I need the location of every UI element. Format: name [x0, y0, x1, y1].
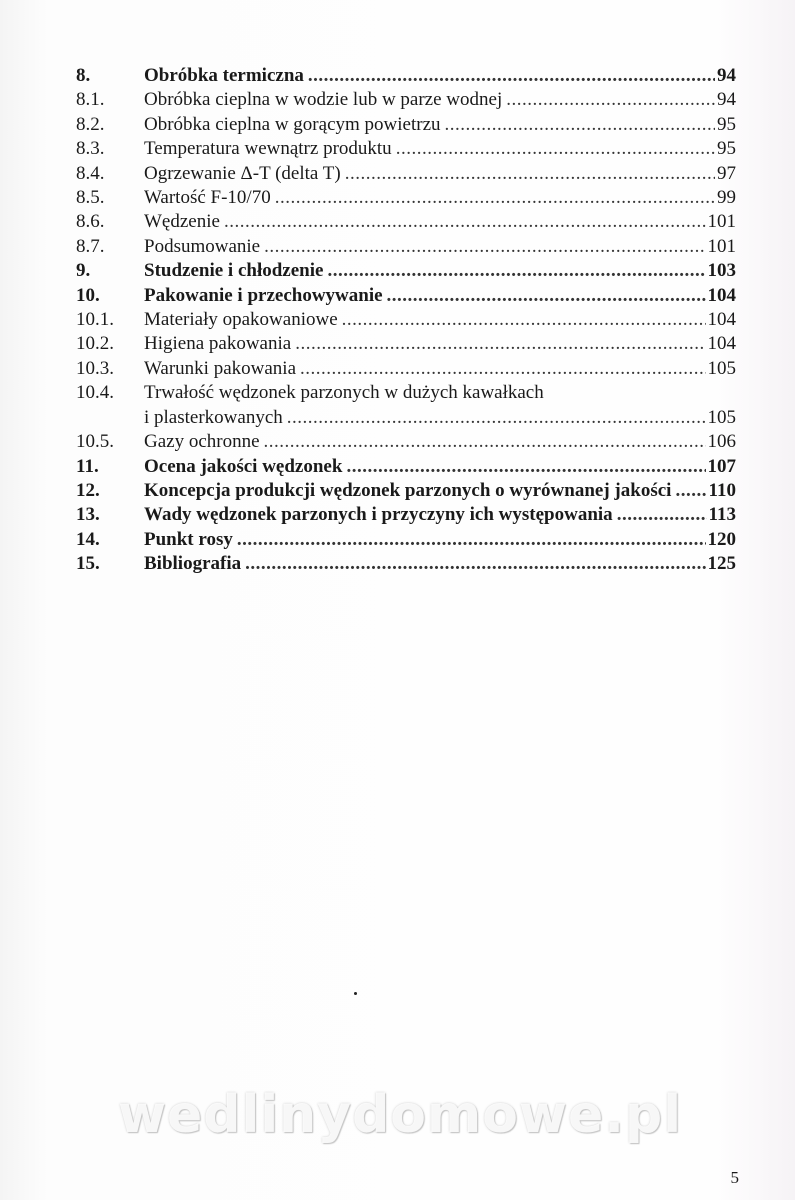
toc-entry-page: 101 — [707, 235, 736, 257]
toc-entry-page: 104 — [707, 284, 736, 306]
toc-leader-dots — [387, 284, 706, 308]
toc-leader-dots — [264, 235, 705, 259]
toc-leader-dots — [308, 64, 715, 88]
toc-entry-page: 94 — [717, 89, 736, 111]
toc-entry-number: 10.5. — [76, 431, 114, 453]
toc-entry-page: 103 — [707, 260, 736, 282]
toc-entry-title: Ocena jakości wędzonek — [144, 455, 343, 477]
toc-entry-page: 94 — [717, 65, 736, 86]
toc-entry-title: Punkt rosy — [144, 528, 233, 550]
toc-entry-number: 8.6. — [76, 211, 105, 233]
toc-leader-dots — [245, 552, 705, 576]
toc-entry-number: 9. — [76, 260, 91, 282]
toc-entry-10 — [76, 284, 736, 308]
toc-entry-10-5 — [76, 430, 736, 454]
toc-entry-number: 8. — [76, 65, 91, 86]
toc-entry-number: 13. — [76, 504, 100, 526]
toc-entry-title: Materiały opakowaniowe — [144, 309, 338, 331]
toc-entry-title: Wartość F-10/70 — [144, 187, 271, 209]
page-number: 5 — [730, 1168, 739, 1187]
toc-entry-number: 8.4. — [76, 162, 105, 184]
toc-entry-8 — [76, 64, 736, 88]
toc-leader-dots — [287, 406, 706, 430]
toc-entry-8-2 — [76, 113, 736, 137]
toc-entry-13 — [76, 503, 736, 527]
toc-leader-dots — [300, 357, 706, 381]
toc-entry-page: 95 — [717, 113, 736, 135]
toc-entry-title: Pakowanie i przechowywanie — [144, 284, 383, 306]
toc-entry-number: 10.3. — [76, 357, 114, 379]
toc-entry-8-3 — [76, 137, 736, 161]
toc-entry-8-5 — [76, 186, 736, 210]
toc-entry-page: 101 — [707, 211, 736, 233]
toc-entry-title: Warunki pakowania — [144, 357, 296, 379]
toc-entry-9 — [76, 259, 736, 283]
toc-entry-number: 8.2. — [76, 113, 105, 135]
toc-leader-dots — [346, 455, 705, 479]
toc-entry-title: Obróbka cieplna w wodzie lub w parze wodnej — [144, 89, 503, 111]
toc-entry-title: Ogrzewanie Δ-T (delta T) — [144, 162, 341, 184]
toc-leader-dots — [295, 332, 705, 356]
toc-leader-dots — [506, 88, 715, 112]
toc-entry-page: 106 — [707, 431, 736, 453]
toc-entry-page: 105 — [707, 357, 736, 379]
toc-entry-page: 95 — [717, 138, 736, 160]
toc-entry-title: Obróbka termiczna — [144, 65, 304, 86]
toc-entry-title: Obróbka cieplna w gorącym powietrzu — [144, 113, 441, 135]
toc-entry-8-4 — [76, 162, 736, 186]
watermark: wedlinydomowe.pl — [117, 1085, 683, 1145]
toc-entry-number: 8.3. — [76, 138, 105, 160]
toc-leader-dots — [445, 113, 715, 137]
toc-entry-title: Gazy ochronne — [144, 431, 260, 453]
toc-entry-number: 10.4. — [76, 382, 114, 404]
toc-entry-title: Bibliografia — [144, 553, 242, 575]
toc-leader-dots — [237, 528, 706, 552]
toc-entry-8-6 — [76, 210, 736, 234]
toc-leader-dots — [675, 479, 706, 503]
toc-entry-page: 97 — [717, 162, 736, 184]
toc-leader-dots — [327, 259, 705, 283]
toc-entry-10-1 — [76, 308, 736, 332]
toc-leader-dots — [342, 308, 706, 332]
toc-leader-dots — [617, 503, 707, 527]
toc-entry-12 — [76, 479, 736, 503]
toc-entry-page: 99 — [717, 187, 736, 209]
toc-entry-number: 12. — [76, 479, 100, 501]
toc-entry-title: Trwałość wędzonek parzonych w dużych kawałkach — [144, 382, 544, 404]
toc-entry-title: Higiena pakowania — [144, 333, 292, 355]
toc-entry-title: Podsumowanie — [144, 235, 261, 257]
toc-entry-number: 10. — [76, 284, 100, 306]
toc-entry-page: 107 — [707, 455, 736, 477]
toc-leader-dots — [396, 137, 715, 161]
print-speck — [354, 992, 357, 995]
toc-entry-title: Temperatura wewnątrz produktu — [144, 138, 392, 160]
toc-entry-number: 14. — [76, 528, 100, 550]
toc-leader-dots — [224, 210, 706, 234]
toc-entry-number: 8.1. — [76, 89, 105, 111]
toc-entry-title: Koncepcja produkcji wędzonek parzonych o wyrównanej jakości — [144, 479, 672, 501]
toc-entry-page: 110 — [708, 479, 736, 501]
toc-entry-title: Wędzenie — [144, 211, 220, 233]
toc-entry-page: 120 — [707, 528, 736, 550]
toc-entry-number: 10.1. — [76, 309, 114, 331]
toc-entry-number: 8.5. — [76, 187, 105, 209]
toc-entry-14 — [76, 528, 736, 552]
toc-leader-dots — [275, 186, 715, 210]
toc-entry-10-4 — [76, 381, 736, 430]
toc-entry-number: 10.2. — [76, 333, 114, 355]
toc-leader-dots — [264, 430, 706, 454]
toc-entry-number: 8.7. — [76, 235, 105, 257]
toc-entry-10-2 — [76, 332, 736, 356]
toc-leader-dots — [345, 162, 715, 186]
toc-entry-number: 11. — [76, 455, 99, 477]
toc-entry-page: 104 — [707, 333, 736, 355]
toc-entry-page: 113 — [708, 504, 736, 526]
toc-entry-page: 105 — [707, 406, 736, 428]
toc-entry-11 — [76, 455, 736, 479]
toc-entry-page: 104 — [707, 309, 736, 331]
toc-entry-title: Wady wędzonek parzonych i przyczyny ich występowania — [144, 504, 613, 526]
toc-entry-15 — [76, 552, 736, 576]
toc-entry-page: 125 — [707, 553, 736, 575]
toc-entry-10-3 — [76, 357, 736, 381]
toc-entry-title: Studzenie i chłodzenie — [144, 260, 324, 282]
toc-entry-title-continued: i plasterkowanych — [144, 406, 283, 428]
table-of-contents — [76, 64, 736, 577]
toc-entry-8-1 — [76, 88, 736, 112]
toc-entry-number: 15. — [76, 553, 100, 575]
toc-entry-8-7 — [76, 235, 736, 259]
